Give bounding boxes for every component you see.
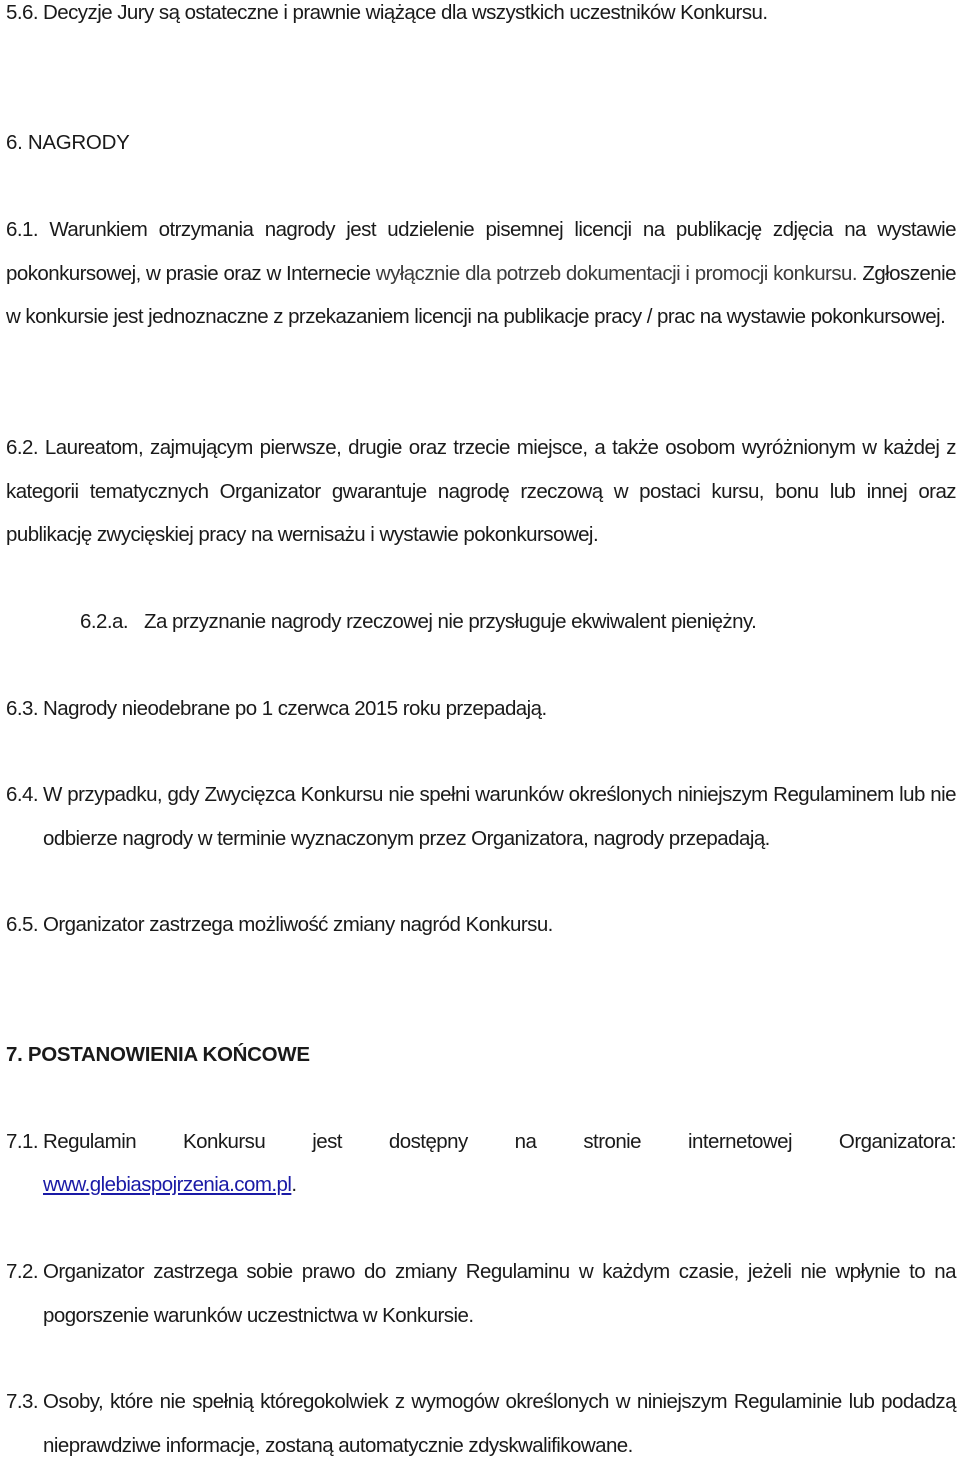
section-number: 6.3. — [6, 697, 38, 720]
section-number: 6.2.a. — [80, 610, 128, 633]
paragraph-6-3: Nagrody nieodebrane po 1 czerwca 2015 roku przepadają. — [43, 697, 547, 720]
section-number: 7.2. — [6, 1260, 38, 1283]
paragraph-6-2 — [6, 426, 956, 557]
section-number: 5.6. — [6, 1, 38, 24]
section-number: 6.4. — [6, 783, 38, 806]
section-heading-postanowienia-koncowe: 7. POSTANOWIENIA KOŃCOWE — [6, 1043, 310, 1066]
paragraph-6-1-text-b: wyłącznie dla potrzeb dokumentacji i promocji konkursu. — [375, 261, 858, 285]
paragraph-7-3: Osoby, które nie spełnią któregokolwiek z wymogów określonych w niniejszym Regulaminie lub podadzą nieprawdziwe informacje, zostaną automatycznie zdyskwalifikowane. — [43, 1390, 956, 1457]
paragraph-6-2-a: Za przyznanie nagrody rzeczowej nie przysługuje ekwiwalent pieniężny. — [144, 610, 757, 633]
paragraph-7-1-line-2 — [43, 1163, 943, 1207]
paragraph-5-6: Decyzje Jury są ostateczne i prawnie wiążące dla wszystkich uczestników Konkursu. — [43, 1, 768, 24]
paragraph-6-1 — [6, 208, 956, 339]
link-period: . — [291, 1173, 297, 1196]
paragraph-6-1-text-a: Warunkiem otrzymania nagrody jest udzielenie pisemnej licencji na publikację zdjęcia na wystawie pokonkursowej, w prasie oraz w Internecie — [6, 218, 956, 285]
paragraph-6-2-text: Laureatom, zajmującym pierwsze, drugie oraz trzecie miejsce, a także osobom wyróżnionym w każdej z kategorii tematycznych Organizator gwarantuje nagrodę rzeczową w postaci kursu, bonu lub innej oraz publikację zwycięskiej pracy na wernisażu i wystawie pokonkursowej. — [6, 436, 956, 546]
organizer-website-link[interactable]: www.glebiaspojrzenia.com.pl — [43, 1173, 292, 1196]
section-heading-nagrody: 6. NAGRODY — [6, 131, 130, 154]
section-number: 6.5. — [6, 913, 38, 936]
section-number: 6.2. — [6, 436, 38, 459]
paragraph-6-1-text-c: Zgłoszenie w konkursie jest jednoznaczne z przekazaniem licencji na publikacje pracy / prac na wystawie pokonkursowej. — [6, 261, 956, 328]
paragraph-7-1-line-1: Regulamin Konkursu jest dostępny na stronie internetowej Organizatora: — [43, 1130, 956, 1153]
section-number: 7.1. — [6, 1130, 38, 1153]
section-number: 6.1. — [6, 218, 38, 241]
section-number: 7.3. — [6, 1390, 38, 1413]
paragraph-6-4: W przypadku, gdy Zwycięzca Konkursu nie spełni warunków określonych niniejszym Regulaminem lub nie odbierze nagrody w terminie wyznaczonym przez Organizatora, nagrody przepadają. — [43, 783, 956, 850]
paragraph-7-2: Organizator zastrzega sobie prawo do zmiany Regulaminu w każdym czasie, jeżeli nie wpłynie to na pogorszenie warunków uczestnictwa w Konkursie. — [43, 1260, 956, 1327]
paragraph-6-5: Organizator zastrzega możliwość zmiany nagród Konkursu. — [43, 913, 553, 936]
